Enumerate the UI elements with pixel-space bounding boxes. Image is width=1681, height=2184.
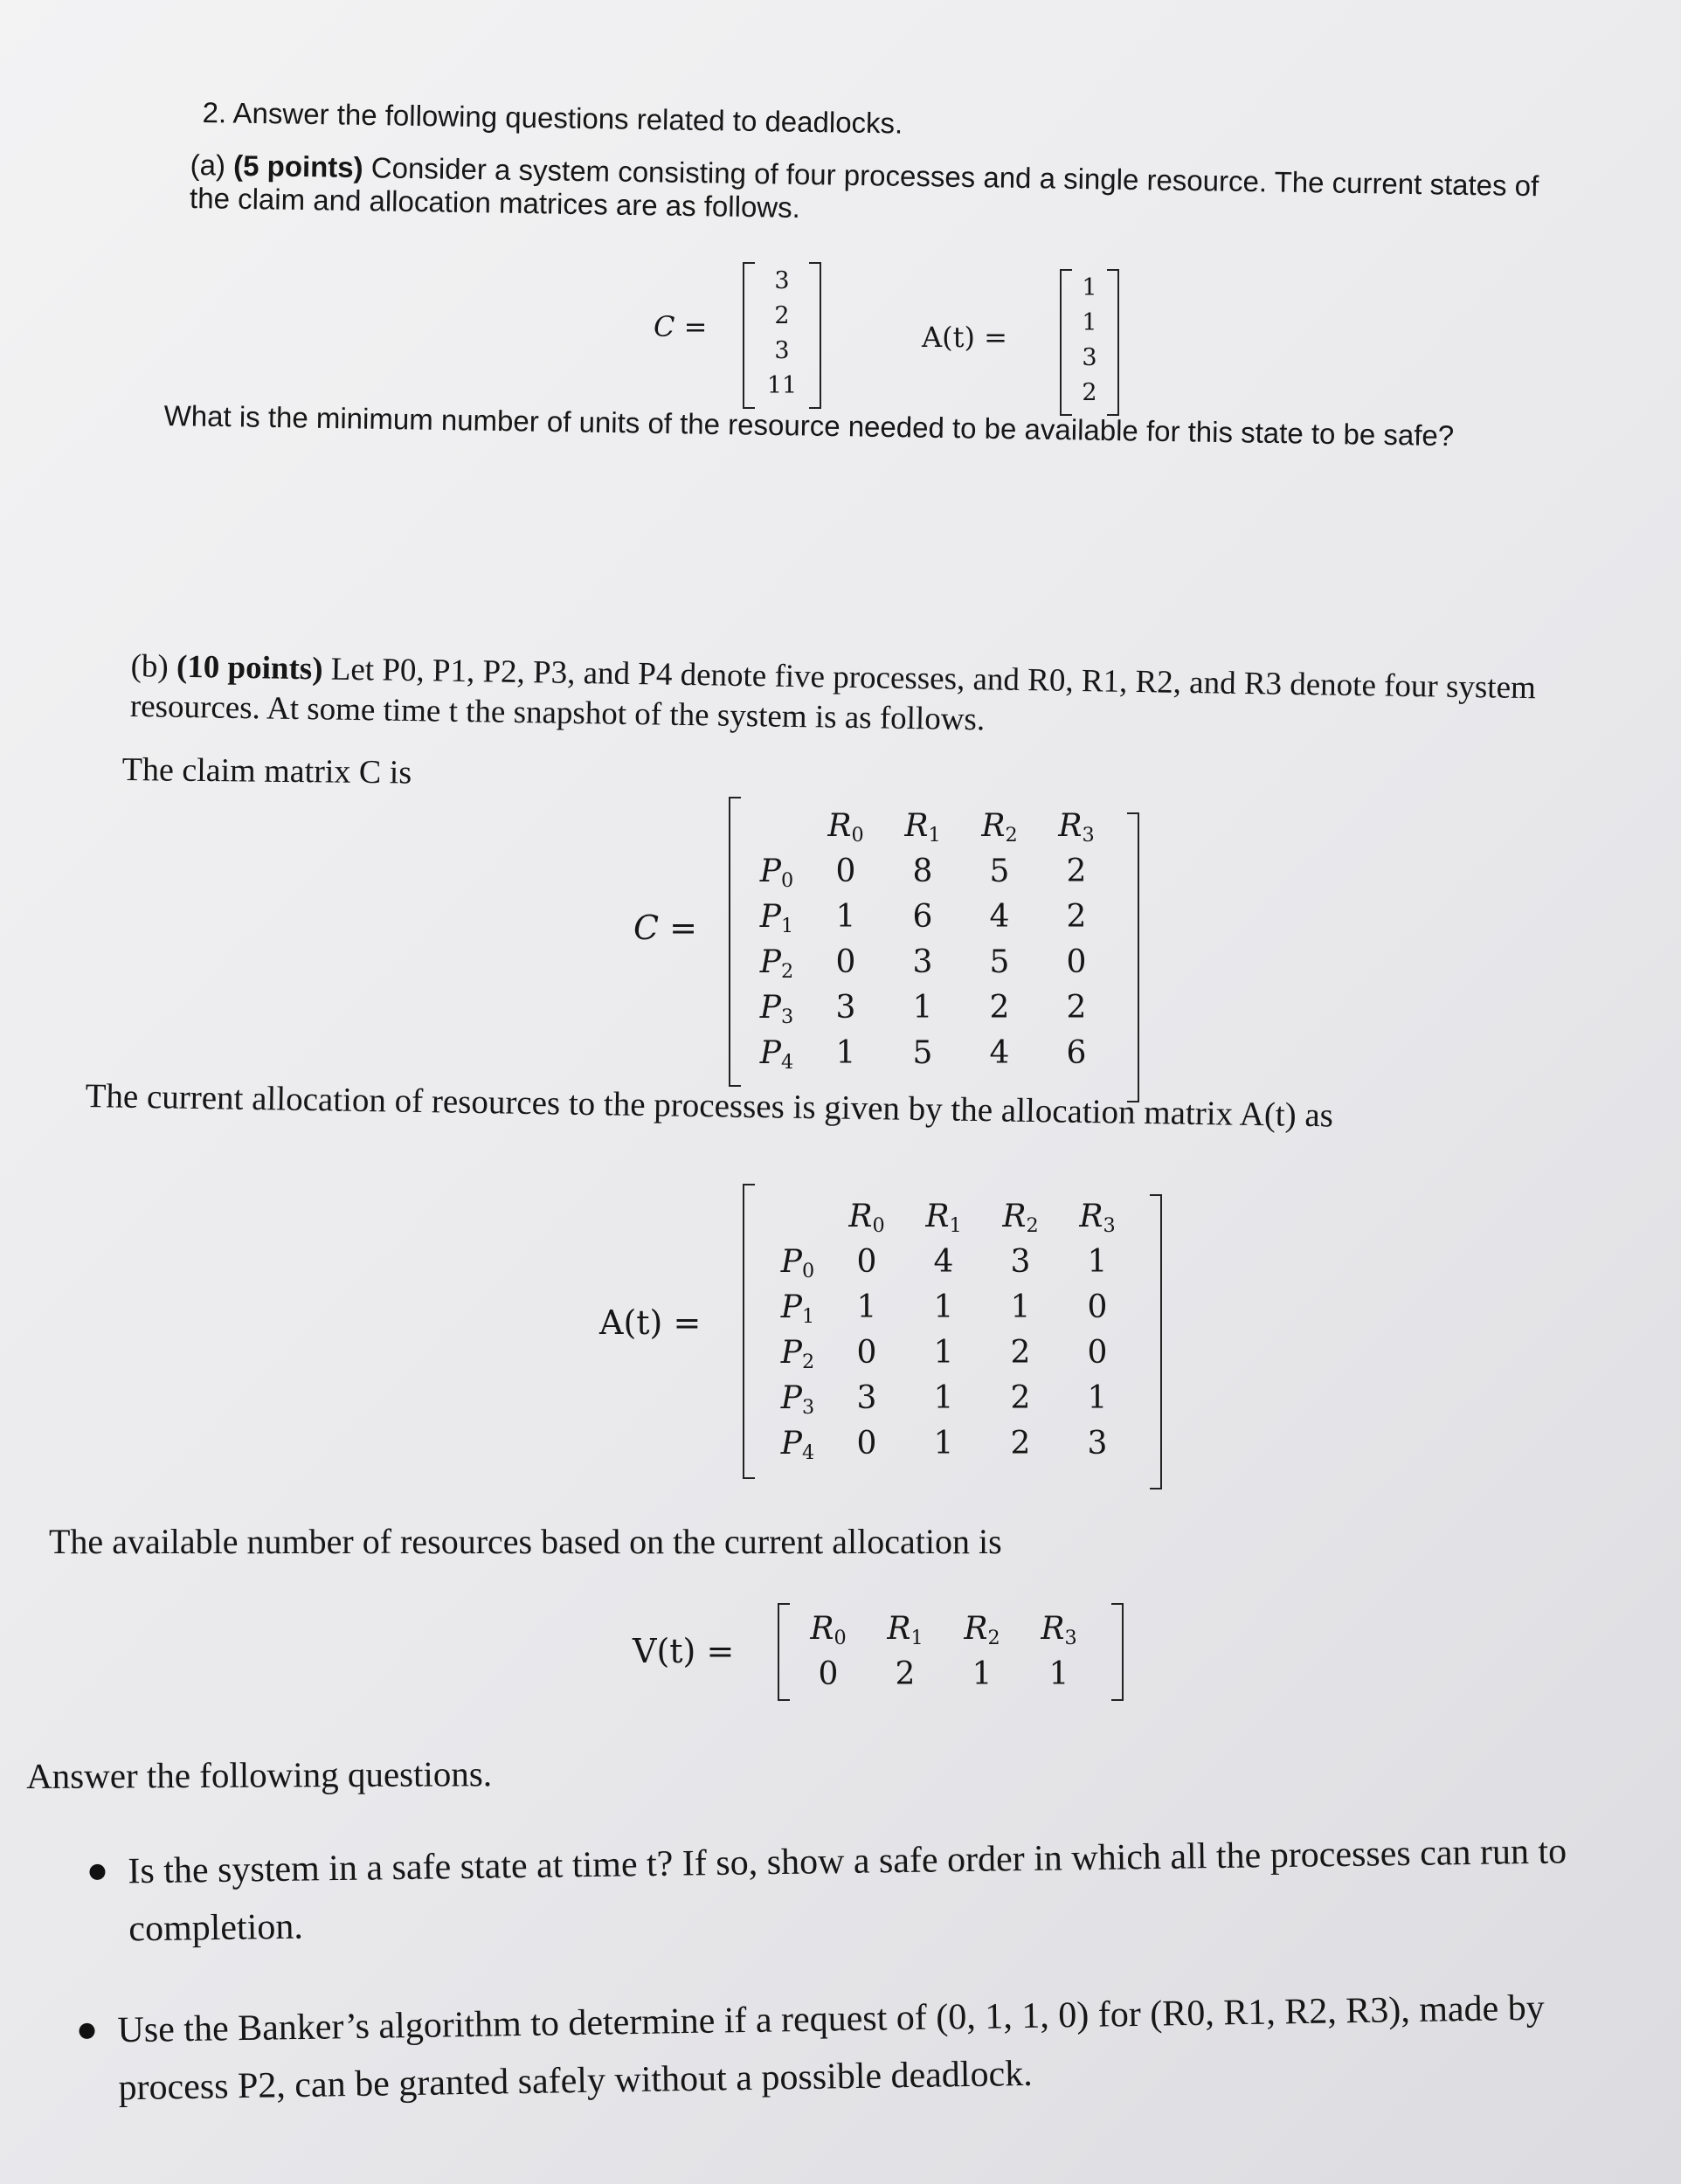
claim-matrix-row (746, 985, 1115, 1031)
alloc-matrix-cell: 3 (1087, 1426, 1108, 1462)
alloc-matrix-cell: 0 (1087, 1335, 1108, 1371)
alloc-matrix-cell: 0 (856, 1335, 877, 1371)
part-a-c-vector (743, 262, 821, 409)
claim-matrix-row-label: $P_2$ (759, 944, 794, 984)
alloc-matrix-cell: 1 (1087, 1380, 1108, 1416)
claim-matrix-col-header: $R_2$ (981, 808, 1018, 847)
claim-matrix-cell: 4 (989, 899, 1010, 935)
alloc-matrix-row (767, 1330, 1136, 1376)
avail-vector (778, 1603, 1124, 1701)
claim-matrix-cell: 2 (989, 990, 1010, 1026)
answer-intro-text: Answer the following questions. (26, 1753, 493, 1796)
alloc-matrix-row-label: $P_2$ (780, 1335, 815, 1374)
alloc-matrix-row-label: $P_4$ (780, 1426, 815, 1465)
part-a-a-cell: 1 (1082, 274, 1097, 301)
alloc-intro-text: The current allocation of resources to the processes is given by the allocation matrix A(t) as (85, 1076, 1334, 1135)
claim-matrix-cell: 5 (912, 1035, 933, 1071)
part-a-points: (5 points) (232, 149, 363, 184)
claim-matrix-row (746, 849, 1115, 895)
part-a-c-cell: 11 (766, 372, 798, 399)
question-1-text: Is the system in a safe state at time t? If so, show a safe order in which all the processes can run to completion. (128, 1831, 1567, 1950)
claim-matrix-row-label: $P_1$ (759, 899, 794, 938)
list-item (79, 1978, 1653, 2118)
alloc-matrix-row (767, 1376, 1136, 1421)
avail-col-header: $R_2$ (964, 1611, 1000, 1650)
part-a-c-cell: 3 (774, 337, 790, 364)
avail-col-header: $R_0$ (810, 1611, 847, 1650)
part-a-question (163, 399, 1596, 455)
alloc-matrix-col-header: $R_2$ (1002, 1199, 1039, 1238)
claim-matrix-cell: 2 (1066, 990, 1087, 1026)
claim-matrix-cell: 0 (1066, 944, 1087, 980)
claim-matrix-cell: 3 (835, 990, 856, 1026)
alloc-matrix-cell: 1 (1010, 1289, 1031, 1325)
claim-matrix-cell: 2 (1066, 854, 1087, 889)
part-b-points: (10 points) (176, 648, 323, 688)
question-heading (202, 96, 1582, 151)
avail-cell: 1 (972, 1656, 993, 1692)
claim-matrix-col-header: $R_1$ (904, 808, 941, 847)
alloc-matrix-cell: 1 (933, 1335, 954, 1371)
avail-cell: 0 (818, 1656, 839, 1692)
part-a-a-cell: 3 (1082, 344, 1097, 371)
claim-matrix-cell: 0 (835, 944, 856, 980)
claim-matrix-row-label: $P_4$ (759, 1035, 794, 1075)
alloc-matrix-cell: 1 (933, 1380, 954, 1416)
alloc-matrix-label: A(t) = (599, 1303, 702, 1342)
alloc-matrix-cell: 2 (1010, 1335, 1031, 1371)
claim-matrix-row (746, 895, 1115, 940)
alloc-matrix (743, 1184, 1162, 1479)
alloc-matrix-col-header: $R_1$ (925, 1199, 962, 1238)
part-a-text: Consider a system consisting of four processes and a single resource. The current states of the claim and allocation matrices are as follows. (189, 151, 1539, 224)
alloc-matrix-cell: 0 (856, 1244, 877, 1280)
claim-matrix-cell: 5 (989, 854, 1010, 889)
claim-matrix-cell: 6 (912, 899, 933, 935)
claim-matrix-col-header: $R_3$ (1058, 808, 1095, 847)
part-a-question-text: What is the minimum number of units of the resource needed to be available for this state to be safe? (163, 399, 1455, 453)
part-b-intro: Let P0, P1, P2, P3, and P4 denote five processes, and R0, R1, R2, and R3 denote four system resources. At some time t the snapshot of the system is as follows. (129, 651, 1537, 738)
answer-intro (26, 1753, 492, 1796)
alloc-matrix-row-label: $P_3$ (780, 1380, 815, 1420)
avail-col-header: $R_3$ (1041, 1611, 1077, 1650)
alloc-matrix-cell: 2 (1010, 1380, 1031, 1416)
alloc-matrix-cell: 1 (1087, 1244, 1108, 1280)
alloc-matrix-cell: 4 (933, 1244, 954, 1280)
bullet-icon (89, 1864, 105, 1880)
claim-matrix-col-header: $R_0$ (827, 808, 864, 847)
alloc-matrix-row (767, 1421, 1136, 1467)
part-a-a-cell: 2 (1082, 379, 1097, 406)
claim-matrix-cell: 5 (989, 944, 1010, 980)
claim-matrix-cell: 3 (912, 944, 933, 980)
avail-cell: 1 (1048, 1656, 1069, 1692)
claim-matrix-row (746, 1031, 1115, 1076)
avail-col-header: $R_1$ (887, 1611, 924, 1650)
part-a-c-cell: 2 (774, 302, 790, 329)
claim-matrix-row-label: $P_0$ (759, 854, 794, 893)
claim-matrix-cell: 4 (989, 1035, 1010, 1071)
part-b-label: (b) (130, 647, 169, 685)
alloc-matrix-row (767, 1240, 1136, 1285)
question-heading-text: 2. Answer the following questions related to deadlocks. (202, 96, 903, 140)
list-item (89, 1821, 1664, 1959)
alloc-matrix-row-label: $P_1$ (780, 1289, 815, 1329)
claim-matrix-cell: 8 (912, 854, 933, 889)
claim-matrix-row (746, 940, 1115, 985)
alloc-matrix-col-header: $R_0$ (848, 1199, 885, 1238)
alloc-matrix-cell: 1 (933, 1426, 954, 1462)
question-2-text: Use the Banker’s algorithm to determine if a request of (0, 1, 1, 0) for (R0, R1, R2, R3), made by process P2, can be granted safely without a possible deadlock. (117, 1987, 1546, 2109)
avail-intro (49, 1522, 1587, 1562)
part-a-c-label: C = (654, 310, 708, 343)
part-b-paragraph (130, 646, 1616, 750)
claim-matrix-row-label: $P_3$ (759, 990, 794, 1029)
avail-intro-text: The available number of resources based on the current allocation is (49, 1522, 1002, 1561)
claim-matrix-cell: 0 (835, 854, 856, 889)
claim-matrix-label: C = (633, 909, 697, 947)
claim-matrix-cell: 6 (1066, 1035, 1087, 1071)
part-a-a-cell: 1 (1082, 309, 1097, 336)
alloc-matrix-cell: 1 (856, 1289, 877, 1325)
claim-intro-text: The claim matrix C is (121, 750, 412, 791)
claim-matrix-cell: 1 (835, 1035, 856, 1071)
bullet-icon (79, 2023, 94, 2039)
claim-intro (122, 750, 412, 792)
alloc-matrix-cell: 3 (1010, 1244, 1031, 1280)
alloc-matrix-cell: 0 (856, 1426, 877, 1462)
alloc-matrix-cell: 0 (1087, 1289, 1108, 1325)
part-a-paragraph (190, 149, 1553, 236)
alloc-matrix-cell: 1 (933, 1289, 954, 1325)
alloc-matrix-cell: 3 (856, 1380, 877, 1416)
claim-matrix-cell: 1 (912, 990, 933, 1026)
claim-matrix-cell: 1 (835, 899, 856, 935)
part-a-a-label: A(t) = (922, 321, 1007, 354)
part-a-a-vector (1060, 269, 1119, 416)
question-list (89, 1831, 1662, 2118)
alloc-matrix-col-header: $R_3$ (1079, 1199, 1116, 1238)
avail-cell: 2 (895, 1656, 916, 1692)
claim-matrix-cell: 2 (1066, 899, 1087, 935)
alloc-matrix-row-label: $P_0$ (780, 1244, 815, 1283)
part-a-label: (a) (190, 149, 226, 182)
alloc-matrix-row (767, 1285, 1136, 1330)
avail-vector-label: V(t) = (633, 1632, 735, 1670)
claim-matrix (729, 797, 1139, 1087)
alloc-matrix-cell: 2 (1010, 1426, 1031, 1462)
part-a-c-cell: 3 (774, 267, 790, 294)
